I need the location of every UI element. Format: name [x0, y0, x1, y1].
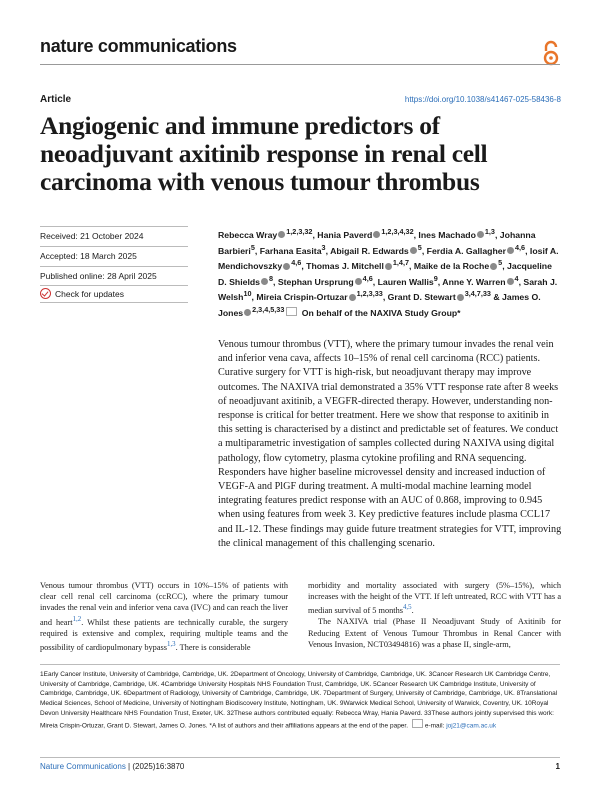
author-affiliation-ref: 4,6	[291, 258, 302, 268]
received-date: Received: 21 October 2024	[40, 231, 144, 241]
author-affiliation-ref: 1,3	[484, 227, 495, 236]
body-column-right	[308, 580, 561, 650]
orcid-icon[interactable]	[349, 294, 356, 301]
body-text: morbidity and mortality associated with surgery (5%–15%), which increases with the height of the VTT. If left untreated, RCC with VTT has a median survival of 5 months	[308, 581, 561, 616]
reference-link[interactable]: 1,3	[166, 640, 176, 648]
body-text: . Whilst these patients are technically curable, the surgery required is extensive and complex, requiring multiple teams and the possibility of cardiopulmonary bypass	[40, 617, 288, 652]
author-affiliation-ref: 4	[514, 273, 519, 283]
author-affiliation-ref: 5	[250, 242, 255, 252]
meta-divider	[40, 285, 188, 286]
journal-link[interactable]: Nature Communications	[40, 762, 126, 771]
author-name[interactable]: , Ferdia A. Gallagher	[421, 245, 506, 256]
accepted-date: Accepted: 18 March 2025	[40, 251, 137, 261]
check-updates-button[interactable]	[40, 288, 124, 299]
orcid-icon[interactable]	[278, 231, 285, 238]
body-text: The NAXIVA trial (Phase II Neoadjuvant Study of Axitinib for Reducing Extent of Venous Tumour Thrombus in Renal Cancer with Venous Invasion, NCT03494816) was a phase II, single-arm,	[308, 617, 561, 649]
author-name[interactable]: , Sarah J. Welsh	[218, 276, 558, 303]
author-name[interactable]: & James O. Jones	[218, 292, 541, 318]
author-affiliation-ref: 1,2,3,32	[286, 227, 313, 236]
check-updates-icon	[40, 288, 51, 299]
meta-divider	[40, 266, 188, 267]
article-title: Angiogenic and immune predictors of neoadjuvant axitinib response in renal cell carcinoma with venous tumour thrombus	[40, 111, 488, 196]
author-affiliation-ref: 10	[243, 289, 252, 299]
page-number: 1	[555, 762, 560, 771]
orcid-icon[interactable]	[244, 309, 251, 316]
check-updates-label: Check for updates	[55, 288, 124, 299]
article-type: Article	[40, 94, 72, 105]
orcid-icon[interactable]	[283, 263, 290, 270]
orcid-icon[interactable]	[355, 278, 362, 285]
affiliation-rule	[40, 664, 560, 665]
author-affiliation-ref: 8	[269, 273, 274, 283]
orcid-icon[interactable]	[410, 247, 417, 254]
doi-link[interactable]: https://doi.org/10.1038/s41467-025-58436-8	[404, 95, 561, 104]
author-name[interactable]: , Ines Machado	[413, 229, 476, 240]
author-name[interactable]: , Grant D. Stewart	[382, 292, 456, 303]
footer-citation	[40, 762, 184, 771]
reference-link[interactable]: 4,5	[402, 604, 412, 612]
orcid-icon[interactable]	[507, 278, 514, 285]
author-name[interactable]: , Mireia Crispin-Ortuzar	[251, 292, 348, 303]
body-text: Venous tumour thrombus (VTT) occurs in 10%–15% of patients with clear cell renal cell carcinoma (ccRCC), where the primary tumour invades the renal vein and inferior vena cava (IVC) and can reach the liver and heart	[40, 581, 288, 627]
author-affiliation-ref: 1,4,7	[392, 258, 409, 268]
reference-link[interactable]: 1,2	[72, 615, 82, 623]
orcid-icon[interactable]	[490, 263, 497, 270]
meta-divider	[40, 302, 188, 303]
author-name[interactable]: Rebecca Wray	[218, 229, 278, 240]
open-access-icon	[542, 40, 560, 66]
author-name[interactable]: , Anne Y. Warren	[437, 276, 506, 287]
orcid-icon[interactable]	[477, 231, 484, 238]
citation-info: | (2025)16:3870	[125, 762, 185, 771]
abstract: Venous tumour thrombus (VTT), where the primary tumour invades the renal vein and inferior vena cava, affects 10–15% of renal cell carcinoma (RCC) patients. Curative surgery for VTT is high-risk, but neoadjuvant therapy may improve outcomes. The NAXIVA trial demonstrated a 35% VTT response rate after 8 weeks of neoadjuvant axitinib, a VEGFR-directed therapy. However, understanding non-response is critical for better treatment. Here we show that response to axitinib in this setting is characterised by a distinct and predictable set of features. We conduct a multiparametric investigation of samples collected during NAXIVA using digital pathology, flow cytometry, plasma cytokine profiling and RNA sequencing. Responders have higher baseline microvessel density and increased induction of VEGF-A and PlGF during treatment. A multi-modal machine learning model integrating features predict response with an AUC of 0.868, improving to 0.945 when using features from week 3. Key predictive features include plasma CCL17 and IL-12. These findings may guide future treatment strategies for VTT, improving the clinical management of this challenging scenario.	[218, 339, 562, 549]
body-column-left	[40, 580, 288, 653]
meta-divider	[40, 246, 188, 247]
journal-name: nature communications	[40, 36, 237, 56]
author-name[interactable]: , Lauren Wallis	[372, 276, 434, 287]
header-rule	[40, 64, 560, 65]
body-text: .	[411, 606, 414, 616]
affiliation-text: 1Early Cancer Institute, University of Cambridge, Cambridge, UK. 2Department of Oncology, University of Cambridge, Cambridge, UK. 3Cancer Research UK Cambridge Centre, University of Cambridge, Cambridge, UK. 4Cambridge University Hospitals NHS Foundation Trust, Cambridge, UK. 5Cancer Research UK Cambridge Institute, University of Cambridge, Cambridge, UK. 6Department of Radiology, University of Cambridge, Cambridge, UK. 7Department of Surgery, University of Cambridge, Cambridge, UK. 8Translational Medical Sciences, School of Medicine, University of Nottingham Biodiscovery Institute, Nottingham, UK. 9Warwick Medical School, University of Warwick, Coventry, UK. 10Royal Devon University Healthcare NHS Foundation Trust, Exeter, UK. 32These authors contributed equally: Rebecca Wray, Hania Paverd. 33These authors jointly supervised this work: Mireia Crispin-Ortuzar, Grant D. Stewart, James O. Jones. *A list of authors and their affiliations appears at the end of the paper.	[40, 671, 558, 730]
author-list	[218, 226, 563, 320]
author-affiliation-ref: 5	[498, 258, 503, 268]
author-name[interactable]: , Thomas J. Mitchell	[301, 261, 384, 272]
body-text: . There is considerable	[175, 642, 251, 652]
email-label: e-mail:	[424, 722, 445, 730]
footer-rule	[40, 757, 560, 758]
author-name[interactable]: , Johanna Barbieri	[218, 229, 536, 256]
author-name[interactable]: , Iosif A. Mendichovszky	[218, 245, 559, 272]
email-link[interactable]: joj21@cam.ac.uk	[446, 722, 497, 730]
author-affiliation-ref: 3,4,7,33	[464, 289, 491, 299]
author-affiliation-ref: 4,6	[515, 242, 526, 252]
author-affiliation-ref: 2,3,4,5,33	[252, 304, 285, 314]
author-affiliation-ref: 3	[321, 242, 326, 252]
affiliations	[40, 670, 561, 731]
author-name[interactable]: , Abigail R. Edwards	[325, 245, 409, 256]
published-date: Published online: 28 April 2025	[40, 271, 157, 281]
author-affiliation-ref: 5	[417, 242, 422, 252]
author-name[interactable]: , Hania Paverd	[312, 229, 373, 240]
orcid-icon[interactable]	[507, 247, 514, 254]
author-affiliation-ref: 1,2,3,33	[356, 289, 383, 299]
author-name[interactable]: , Jacqueline D. Shields	[218, 261, 552, 287]
author-name[interactable]: , Maike de la Roche	[409, 261, 490, 272]
study-group: On behalf of the NAXIVA Study Group*	[299, 307, 461, 318]
author-name[interactable]: , Farhana Easita	[254, 245, 322, 256]
orcid-icon[interactable]	[385, 263, 392, 270]
author-affiliation-ref: 1,2,3,4,32	[381, 227, 414, 236]
author-affiliation-ref: 9	[433, 273, 438, 283]
email-icon	[412, 719, 423, 728]
author-name[interactable]: , Stephan Ursprung	[273, 276, 354, 287]
email-icon[interactable]	[286, 307, 297, 316]
meta-divider	[40, 226, 188, 227]
orcid-icon[interactable]	[261, 278, 268, 285]
orcid-icon[interactable]	[457, 294, 464, 301]
author-affiliation-ref: 4,6	[362, 273, 373, 283]
orcid-icon[interactable]	[373, 231, 380, 238]
